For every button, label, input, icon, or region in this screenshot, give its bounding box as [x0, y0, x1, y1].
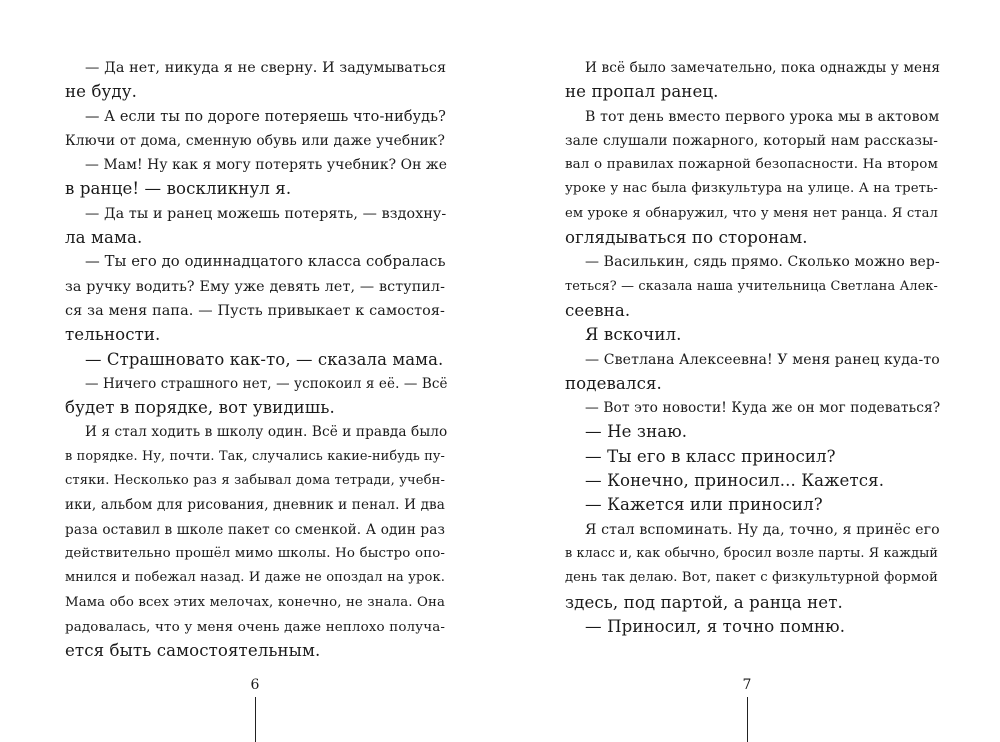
text-line: — Вот это новости! Куда же он мог подеваться?: [585, 400, 941, 417]
text-line: будет в порядке, вот увидишь.: [65, 398, 335, 418]
text-line: зале слушали пожарного, который нам рассказы-: [565, 132, 938, 149]
text-line: ется быть самостоятельным.: [65, 641, 321, 661]
text-line: — Василькин, сядь прямо. Сколько можно вер-: [585, 254, 940, 271]
text-line: Я стал вспоминать. Ну да, точно, я принёс его: [585, 521, 940, 538]
text-line: Ключи от дома, сменную обувь или даже учебник?: [65, 132, 445, 149]
text-line: в порядке. Ну, почти. Так, случались какие-нибудь пу-: [65, 448, 445, 464]
text-line: не пропал ранец.: [565, 82, 719, 102]
text-line: — Ты его в класс приносил?: [585, 446, 836, 466]
text-line: ла мама.: [65, 228, 143, 248]
text-line: в класс и, как обычно, бросил возле парты. Я каждый: [565, 545, 938, 561]
page-number: 6: [250, 677, 260, 693]
text-line: в ранце! — воскликнул я.: [65, 179, 292, 199]
text-line: теться? — сказала наша учительница Светлана Алек-: [565, 278, 938, 294]
text-line: — Да ты и ранец можешь потерять, — вздохну-: [85, 205, 447, 222]
text-line: вал о правилах пожарной безопасности. На втором: [565, 157, 938, 173]
text-line: В тот день вместо первого урока мы в актовом: [585, 108, 940, 125]
right-page-text: [565, 56, 941, 639]
left-page-text: [65, 56, 448, 663]
page-edge-line: [747, 697, 748, 742]
text-line: стяки. Несколько раз я забывал дома тетради, учебн-: [65, 473, 445, 489]
text-line: сеевна.: [565, 300, 631, 320]
text-line: мнился и побежал назад. И даже не опоздал на урок.: [65, 570, 445, 586]
text-line: ики, альбом для рисования, дневник и пенал. И два: [65, 497, 445, 514]
text-line: И я стал ходить в школу один. Всё и правда было: [85, 424, 448, 441]
text-line: — Страшновато как-то, — сказала мама.: [85, 349, 444, 369]
page-number: 7: [742, 677, 752, 693]
text-line: раза оставил в школе пакет со сменкой. А один раз: [65, 521, 445, 538]
text-line: — Ты его до одиннадцатого класса собралась: [85, 253, 446, 271]
text-line: — Не знаю.: [585, 422, 688, 442]
text-line: не буду.: [65, 82, 137, 102]
text-line: день так делаю. Вот, пакет с физкультурной формой: [565, 570, 938, 586]
text-line: — А если ты по дороге потеряешь что-нибудь?: [85, 108, 446, 125]
text-line: уроке у нас была физкультура на улице. А на треть-: [565, 181, 938, 197]
text-line: здесь, под партой, а ранца нет.: [565, 592, 843, 612]
right-page: [500, 0, 1000, 742]
text-line: действительно прошёл мимо школы. Но быстро опо-: [65, 545, 445, 561]
text-line: — Конечно, приносил... Кажется.: [585, 471, 885, 491]
text-line: ем уроке я обнаружил, что у меня нет ранца. Я стал: [565, 205, 938, 221]
text-line: — Ничего страшного нет, — успокоил я её. — Всё: [85, 375, 448, 392]
text-line: — Приносил, я точно помню.: [585, 616, 846, 636]
text-line: — Кажется или приносил?: [585, 495, 823, 515]
text-line: оглядываться по сторонам.: [565, 228, 808, 248]
text-line: — Светлана Алексеевна! У меня ранец куда-то: [585, 351, 940, 368]
text-line: ся за меня папа. — Пусть привыкает к самостоя-: [65, 302, 445, 319]
text-line: подевался.: [565, 373, 662, 393]
text-line: Мама обо всех этих мелочах, конечно, не знала. Она: [65, 594, 445, 610]
text-line: И всё было замечательно, пока однажды у меня: [585, 60, 941, 76]
page-edge-line: [255, 697, 256, 742]
text-line: тельности.: [65, 325, 161, 345]
text-line: — Мам! Ну как я могу потерять учебник? Он же: [85, 157, 448, 174]
text-line: Я вскочил.: [585, 325, 682, 345]
text-line: за ручку водить? Ему уже девять лет, — вступил-: [65, 278, 445, 295]
text-line: радовалась, что у меня очень даже неплохо получа-: [65, 618, 445, 635]
text-line: — Да нет, никуда я не сверну. И задумываться: [85, 60, 447, 76]
